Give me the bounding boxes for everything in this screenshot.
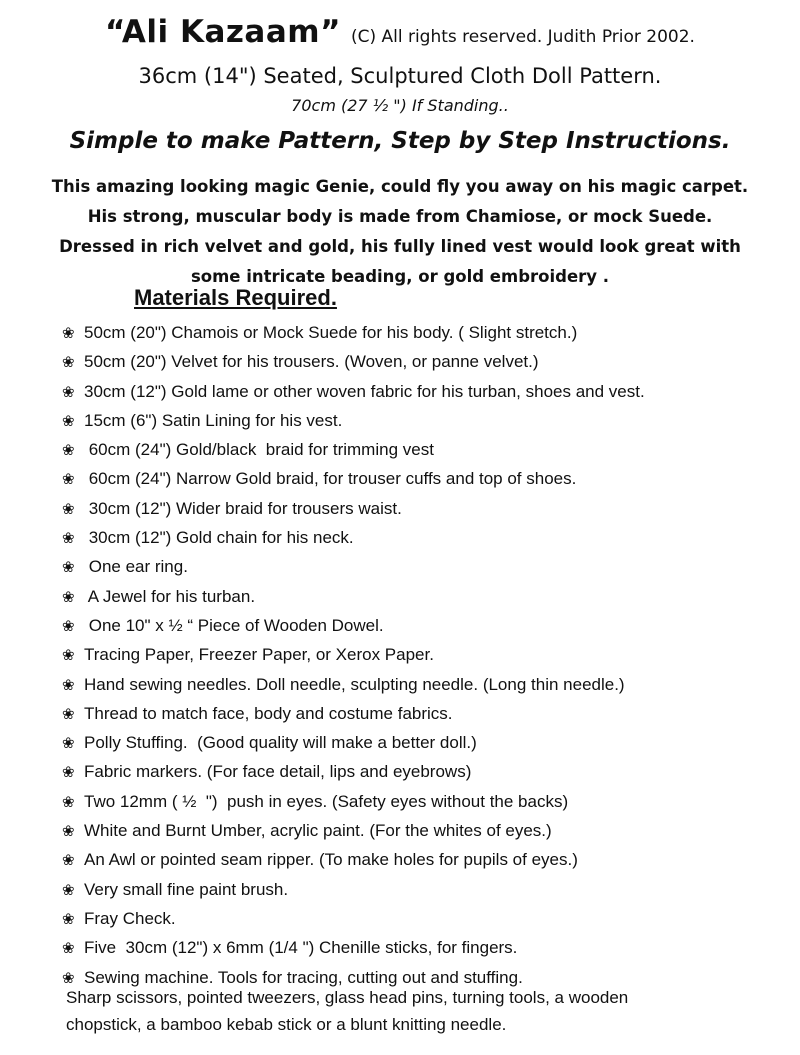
intro-line: some intricate beading, or gold embroidery . (190, 267, 610, 286)
material-item (62, 728, 792, 757)
material-item-text: 50cm (20") Velvet for his trousers. (Woven, or panne velvet.) (84, 352, 539, 372)
material-item-text: One 10" x ½ “ Piece of Wooden Dowel. (84, 615, 384, 635)
material-item (62, 347, 792, 376)
title-line (0, 14, 800, 50)
material-item (62, 933, 792, 962)
material-item (62, 523, 792, 552)
material-item (62, 611, 792, 640)
flower-icon: ❀ (62, 471, 75, 489)
flower-icon: ❀ (62, 530, 75, 548)
material-item-text: 60cm (24") Narrow Gold braid, for trouser cuffs and top of shoes. (84, 469, 577, 489)
tools-note-line: Sharp scissors, pointed tweezers, glass head pins, turning tools, a wooden (66, 988, 629, 1007)
material-item-text: Very small fine paint brush. (84, 879, 289, 899)
material-item (62, 787, 792, 816)
flower-icon: ❀ (62, 705, 75, 723)
material-item (62, 640, 792, 669)
flower-icon: ❀ (62, 735, 75, 753)
material-item-text: Polly Stuffing. (Good quality will make a better doll.) (84, 733, 477, 753)
intro-paragraph (0, 172, 800, 292)
flower-icon: ❀ (62, 325, 75, 342)
intro-line: Dressed in rich velvet and gold, his fully lined vest would look great with (59, 237, 741, 256)
material-item-text: Fabric markers. (For face detail, lips and eyebrows) (84, 762, 472, 782)
flower-icon: ❀ (62, 823, 75, 841)
flower-icon: ❀ (62, 588, 75, 606)
material-item-text: Fray Check. (84, 908, 176, 928)
material-item-text: Thread to match face, body and costume fabrics. (84, 703, 453, 723)
material-item-text: 30cm (12") Wider braid for trousers waist. (84, 498, 402, 518)
material-item-text: Two 12mm ( ½ ") push in eyes. (Safety eyes without the backs) (84, 791, 569, 811)
material-item (62, 318, 792, 347)
material-item (62, 494, 792, 523)
tools-note-line: chopstick, a bamboo kebab stick or a blunt knitting needle. (66, 1015, 507, 1034)
material-item-text: 30cm (12") Gold lame or other woven fabric for his turban, shoes and vest. (84, 381, 645, 401)
flower-icon: ❀ (62, 617, 75, 635)
material-item-text: 60cm (24") Gold/black braid for trimming vest (84, 440, 434, 460)
tools-note (66, 984, 786, 1038)
material-item (62, 435, 792, 464)
material-item-text: Five 30cm (12") x 6mm (1/4 ") Chenille sticks, for fingers. (84, 938, 518, 958)
material-item (62, 816, 792, 845)
material-item-text: A Jewel for his turban. (84, 586, 256, 606)
materials-heading: Materials Required. (134, 285, 337, 310)
material-item (62, 464, 792, 493)
copyright-notice: (C) All rights reserved. Judith Prior 2002. (350, 27, 695, 47)
flower-icon: ❀ (62, 881, 75, 899)
material-item-text: 15cm (6") Satin Lining for his vest. (84, 410, 343, 430)
flower-icon: ❀ (62, 910, 75, 928)
material-item (62, 757, 792, 786)
tagline: Simple to make Pattern, Step by Step Instructions. (69, 128, 731, 154)
pattern-title: “Ali Kazaam” (105, 14, 341, 50)
material-item-text: 30cm (12") Gold chain for his neck. (84, 528, 354, 548)
flower-icon: ❀ (62, 442, 75, 460)
flower-icon: ❀ (62, 383, 75, 401)
material-item-text: Hand sewing needles. Doll needle, sculpting needle. (Long thin needle.) (84, 674, 625, 694)
intro-line: His strong, muscular body is made from Chamiose, or mock Suede. (87, 207, 713, 226)
material-item (62, 845, 792, 874)
material-item (62, 699, 792, 728)
material-item (62, 377, 792, 406)
flower-icon: ❀ (62, 852, 75, 870)
standing-size-note: 70cm (27 ½ ") If Standing.. (291, 96, 509, 115)
flower-icon: ❀ (62, 647, 75, 665)
flower-icon: ❀ (62, 969, 75, 987)
material-item-text: Tracing Paper, Freezer Paper, or Xerox Paper. (84, 645, 434, 665)
material-item (62, 406, 792, 435)
flower-icon: ❀ (62, 793, 75, 811)
flower-icon: ❀ (62, 559, 75, 577)
material-item (62, 904, 792, 933)
flower-icon: ❀ (62, 412, 75, 430)
flower-icon: ❀ (62, 764, 75, 782)
intro-line: This amazing looking magic Genie, could fly you away on his magic carpet. (51, 177, 749, 196)
material-item (62, 875, 792, 904)
flower-icon: ❀ (62, 354, 75, 372)
flower-icon: ❀ (62, 940, 75, 958)
materials-list (62, 318, 792, 992)
material-item-text: 50cm (20") Chamois or Mock Suede for his body. ( Slight stretch.) (84, 323, 578, 342)
flower-icon: ❀ (62, 676, 75, 694)
material-item (62, 552, 792, 581)
flower-icon: ❀ (62, 500, 75, 518)
pattern-subtitle: 36cm (14") Seated, Sculptured Cloth Doll Pattern. (138, 64, 662, 88)
material-item-text: Sewing machine. Tools for tracing, cutting out and stuffing. (84, 967, 523, 987)
material-item (62, 582, 792, 611)
material-item (62, 670, 792, 699)
material-item-text: One ear ring. (84, 557, 188, 577)
material-item-text: White and Burnt Umber, acrylic paint. (For the whites of eyes.) (84, 821, 552, 841)
material-item-text: An Awl or pointed seam ripper. (To make holes for pupils of eyes.) (84, 850, 578, 870)
